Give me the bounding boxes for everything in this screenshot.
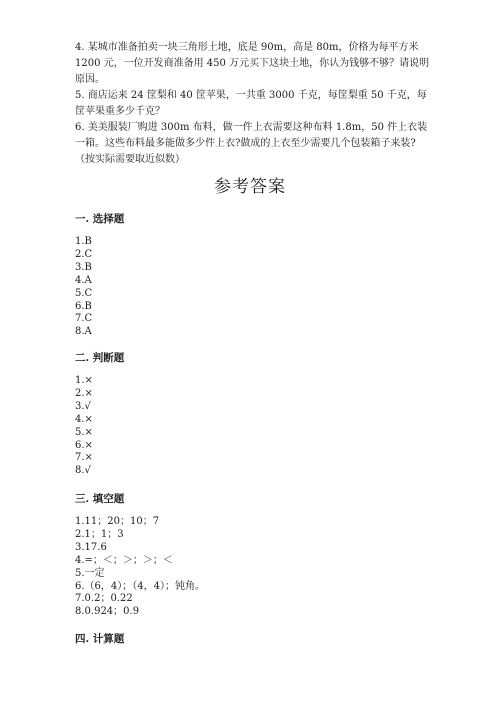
answer-item: 8.0.924；0.9 [75, 606, 140, 618]
answer-item: 6.（6，4）；（4，4）；钝角。 [75, 580, 205, 592]
answer-item: 1.11；20；10；7 [75, 516, 160, 527]
section-heading-true-false: 二. 判断题 [75, 352, 125, 364]
answer-list-fill-in [75, 516, 205, 619]
answers-title: 参考答案 [214, 177, 286, 197]
answer-item: 1.× [75, 375, 93, 386]
answer-list-choice [75, 236, 92, 339]
section-heading-choice: 一. 选择题 [75, 213, 125, 225]
answer-item: 7.× [75, 452, 93, 464]
answer-item: 7.0.2；0.22 [75, 593, 133, 605]
answer-list-true-false [75, 375, 93, 478]
answer-item: 4.=；＜；＞；＞；＜ [75, 554, 173, 566]
section-heading-fill-in: 三. 填空题 [75, 493, 125, 505]
answer-item: 6.× [75, 439, 93, 451]
answer-item: 2.1；1；3 [75, 528, 124, 540]
answer-item: 2.C [75, 248, 93, 260]
problem-4: 4. 某城市准备拍卖一块三角形土地，底是 90m，高是 80m，价格为每平方米 1200 元，一位开发商准备用 450 万元买下这块土地，你认为钱够不够？请说明原因。 [75, 42, 430, 85]
answer-item: 3.B [75, 261, 92, 273]
answer-item: 2.× [75, 387, 93, 399]
answer-item: 3.17.6 [75, 541, 107, 553]
answer-item: 6.B [75, 300, 92, 312]
answer-item: 4.A [75, 274, 92, 286]
answer-item: 7.C [75, 313, 93, 325]
answer-item: 3.√ [75, 400, 91, 412]
word-problems [75, 40, 435, 168]
answer-item: 4.× [75, 413, 93, 425]
answer-item: 8.√ [75, 465, 91, 477]
answer-item: 5.C [75, 287, 93, 299]
answer-item: 1.B [75, 236, 92, 247]
section-heading-calculation: 四. 计算题 [75, 633, 125, 645]
problem-6: 6. 美美服装厂购进 300m 布料，做一件上衣需要这种布料 1.8m，50 件上衣装一箱。这些布料最多能做多少件上衣?做成的上衣至少需要几个包装箱子来装?（按实际需要取近似数） [75, 122, 428, 165]
answer-item: 5.一定 [75, 567, 105, 579]
answer-item: 5.× [75, 426, 93, 438]
answer-item: 8.A [75, 326, 92, 338]
problem-5: 5. 商店运来 24 筐梨和 40 筐苹果，一共重 3000 千克，每筐梨重 50 千克，每筐苹果重多少千克？ [75, 90, 427, 117]
